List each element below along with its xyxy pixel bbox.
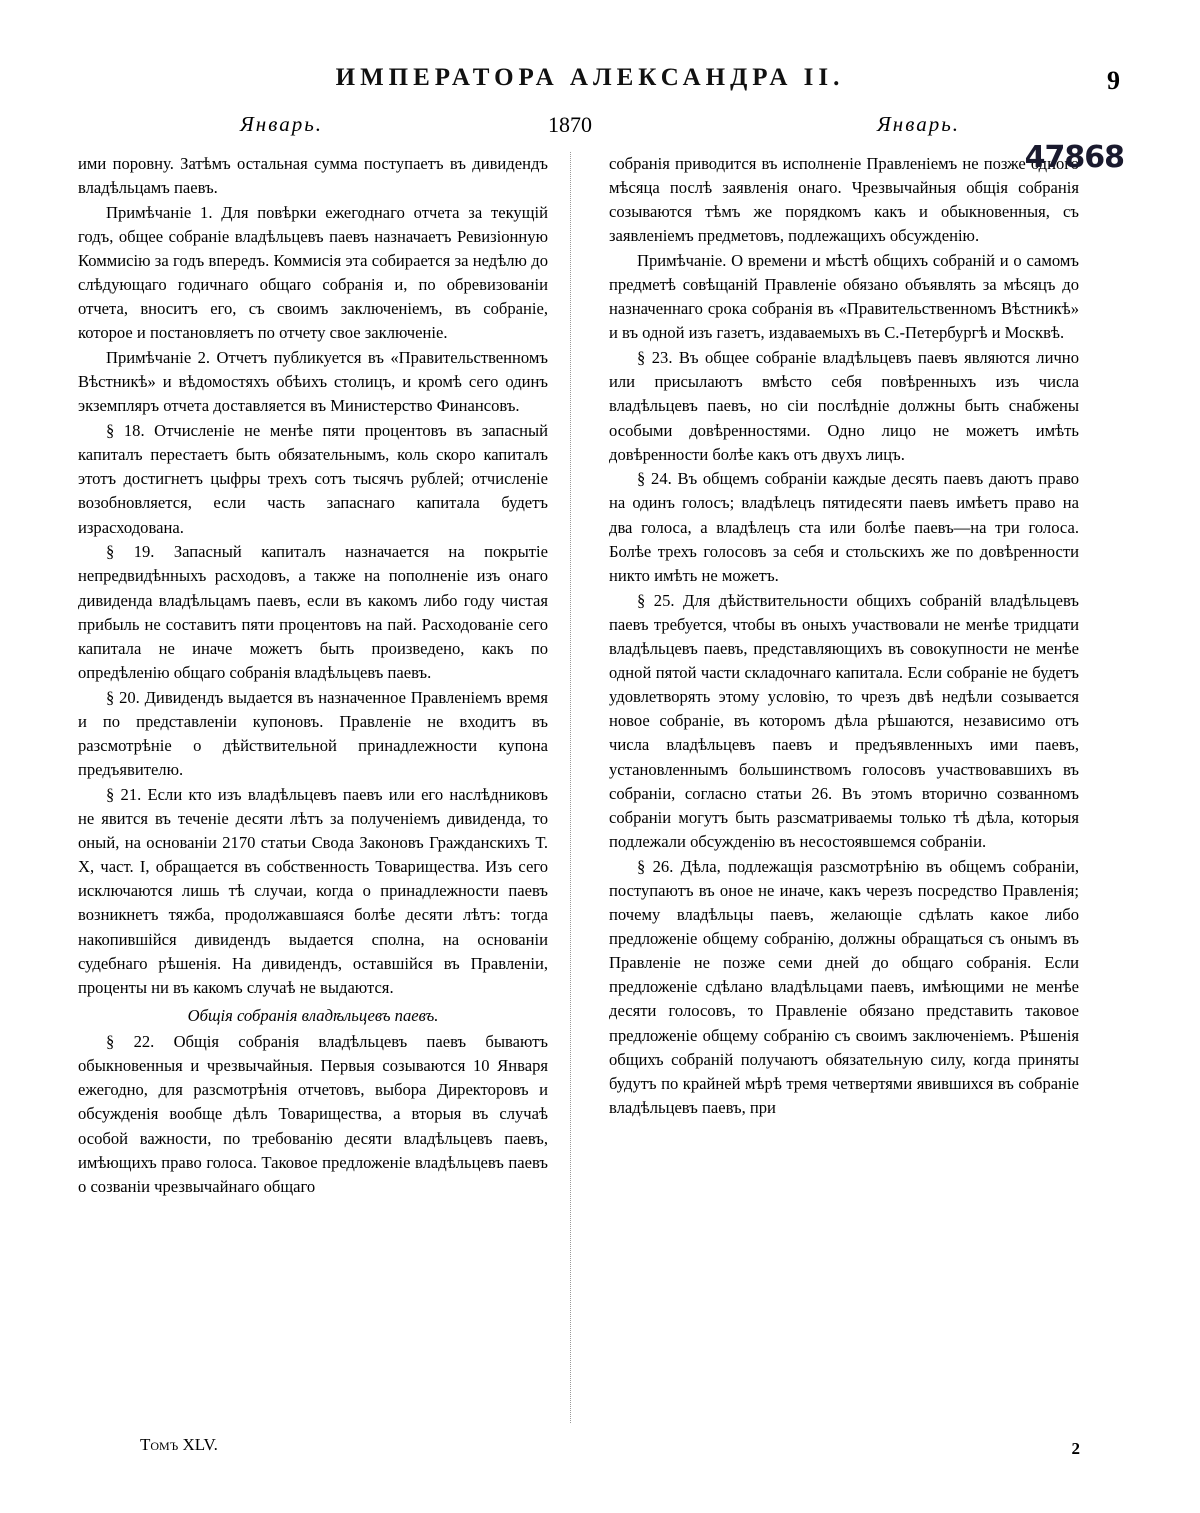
paragraph-note-1: Примѣчаніе 1. Для повѣрки ежегоднаго отчета за текущій годъ, общее собраніе владѣльцевъ паевъ назначаетъ Ревизіонную Коммисію за годъ впередъ. Коммисія эта собирается за недѣлю до слѣдующаго годичнаго общаго собранія и, по обревизованіи отчета, вноситъ его, съ своимъ заключеніемъ, въ собраніе, которое и постановляетъ по отчету свое заключеніе.: [78, 202, 548, 343]
paragraph-section-25: § 25. Для дѣйствительности общихъ собраній владѣльцевъ паевъ требуется, чтобы въ оныхъ участвовали не менѣе тридцати владѣльцевъ паевъ, представляющихъ въ совокупности не менѣе одной пятой части складочнаго капитала. Если собраніе не будетъ удовлетворять этому условію, то чрезъ двѣ недѣли созывается новое собраніе, въ которомъ дѣла рѣшаются, независимо отъ числа владѣльцевъ паевъ и предъявленныхъ ими паевъ, установленнымъ большинствомъ голосовъ участвовавшихъ въ собраніи, согласно статьи 26. Въ этомъ вторично созванномъ собраніи могутъ быть разсматриваемы только тѣ дѣла, которыя подлежали обсужденію въ несостоявшемся собраніи.: [609, 590, 1079, 851]
paragraph: собранія приводится въ исполненіе Правленіемъ не позже одного мѣсяца послѣ заявленія онаго. Чрезвычайныя общія собранія созываются тѣмъ же порядкомъ какъ и обыкновенныя, съ заявленіемъ предметовъ, подлежащихъ обсужденію.: [609, 154, 1079, 246]
column-divider: [570, 152, 571, 1423]
paragraph-note: Примѣчаніе. О времени и мѣстѣ общихъ собраній и о самомъ предметѣ совѣщаній Правленіе обязано объявлять за мѣсяцъ до назначеннаго срока собранія въ «Правительственномъ Вѣстникѣ» и въ одной изъ газетъ, издаваемыхъ въ С.-Петербургѣ и Москвѣ.: [609, 251, 1079, 343]
page-header: [80, 64, 1120, 104]
section-heading: Общія собранія владѣльцевъ паевъ.: [187, 1005, 439, 1025]
running-head-month-left: Январь.: [240, 112, 323, 136]
paragraph-section-18: § 18. Отчисленіе не менѣе пяти процентовъ въ запасный капиталъ перестаетъ быть обязательнымъ, коль скоро капиталъ этотъ достигнетъ цыфры трехъ сотъ тысячъ рублей; отчисленіе возобновляется, если часть запаснаго капитала будетъ израсходована.: [78, 421, 548, 537]
two-column-body: [78, 152, 1122, 1423]
running-head: [80, 112, 1120, 142]
paragraph-section-24: § 24. Въ общемъ собраніи каждые десять паевъ даютъ право на одинъ голосъ; владѣлецъ пятидесяти паевъ имѣетъ право на два голоса, а владѣлецъ ста или болѣе паевъ—на три голоса. Болѣе трехъ голосовъ за себя и стольскихъ же по довѣренности никто имѣть не можетъ.: [609, 469, 1079, 585]
header-title: ИМПЕРАТОРА АЛЕКСАНДРА II.: [335, 64, 845, 91]
paragraph-section-22: § 22. Общія собранія владѣльцевъ паевъ бываютъ обыкновенныя и чрезвычайныя. Первыя созываются 10 Января ежегодно, для разсмотрѣнія отчетовъ, выбора Директоровъ и обсужденія вообще дѣлъ Товарищества, а вторыя въ случаѣ особой важности, по требованію десяти владѣльцевъ паевъ, имѣющихъ право голоса. Таковое предложеніе владѣльцевъ паевъ о созваніи чрезвычайнаго общаго: [78, 1032, 548, 1196]
running-head-month-right: Январь.: [877, 112, 960, 136]
right-column: [579, 152, 1079, 1423]
paragraph-section-23: § 23. Въ общее собраніе владѣльцевъ паевъ являются лично или присылаютъ вмѣсто себя повѣренныхъ изъ числа владѣльцевъ паевъ, но сіи послѣдніе должны быть снабжены особыми довѣренностями. Одно лицо не можетъ имѣть довѣренности болѣе какъ отъ двухъ лицъ.: [609, 348, 1079, 464]
page-number: 9: [1107, 66, 1120, 95]
paragraph: ими поровну. Затѣмъ остальная сумма поступаетъ въ дивидендъ владѣльцамъ паевъ.: [78, 154, 548, 198]
paragraph-section-20: § 20. Дивидендъ выдается въ назначенное Правленіемъ время и по представленіи купоновъ. Правленіе не входитъ въ разсмотрѣніе о дѣйствительной принадлежности купона предъявителю.: [78, 687, 548, 780]
signature-mark: 2: [1071, 1439, 1080, 1458]
paragraph-note-2: Примѣчаніе 2. Отчетъ публикуется въ «Правительственномъ Вѣстникѣ» и вѣдомостяхъ обѣихъ столицъ, и кромѣ сего одинъ экземпляръ отчета доставляется въ Министерство Финансовъ.: [78, 348, 548, 416]
left-column: [78, 152, 562, 1423]
paragraph-section-19: § 19. Запасный капиталъ назначается на покрытіе непредвидѣнныхъ расходовъ, а также на пополненіе изъ онаго дивиденда владѣльцамъ паевъ, если въ какомъ либо году чистая прибыль не составитъ пяти процентовъ на пай. Расходованіе сего капитала не иначе можетъ быть произведено, какъ по опредѣленію общаго собранія владѣльцевъ паевъ.: [78, 542, 548, 682]
paragraph-section-26: § 26. Дѣла, подлежащія разсмотрѣнію въ общемъ собраніи, поступаютъ въ оное не иначе, какъ черезъ посредство Правленія; почему владѣльцы паевъ, желающіе сдѣлать какое либо предложеніе общему собранію, должны обращаться съ онымъ въ Правленіе не позже семи дней до общаго собранія. Если предложеніе сдѣлано владѣльцами паевъ, имѣющими не менѣе десяти голосовъ, то Правленіе обязано представить таковое предложеніе общему собранію съ своимъ заключеніемъ. Рѣшенія общихъ собраній получаютъ обязательную силу, когда приняты будутъ по крайней мѣрѣ тремя четвертями явившихся въ собраніе владѣльцевъ паевъ, при: [609, 856, 1079, 1117]
running-head-year: 1870: [548, 112, 592, 137]
archive-stamp-number: 47868: [1024, 140, 1124, 175]
volume-label: Томъ XLV.: [140, 1435, 218, 1454]
paragraph-section-21: § 21. Если кто изъ владѣльцевъ паевъ или его наслѣдниковъ не явится въ теченіе десяти лѣтъ за полученіемъ дивиденда, то оный, на основаніи 2170 статьи Свода Законовъ Гражданскихъ Т. X, част. I, обращается въ собственность Товарищества. Изъ сего исключаются лишь тѣ случаи, когда о принадлежности паевъ возникнетъ тяжба, продолжавшаяся болѣе десяти лѣтъ: тогда накопившійся дивидендъ выдается сполна, на основаніи судебнаго рѣшенія. На дивидендъ, оставшійся въ Правленіи, проценты ни въ какомъ случаѣ не выдаются.: [78, 784, 548, 997]
